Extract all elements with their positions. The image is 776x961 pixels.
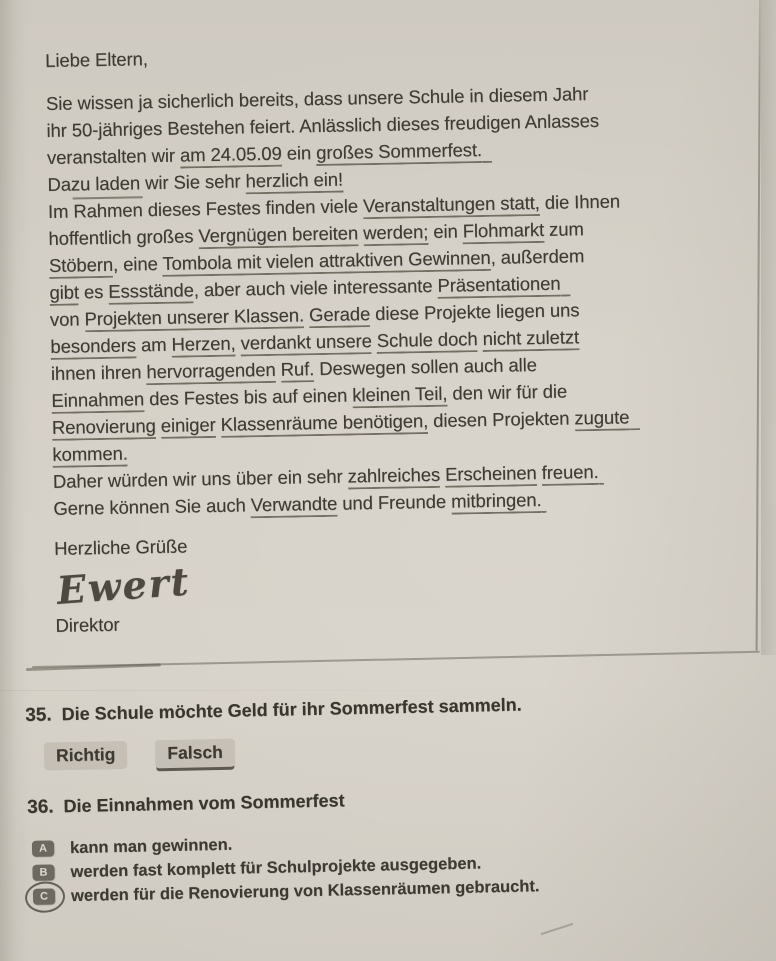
answer-option-falsch[interactable]: Falsch <box>155 739 235 769</box>
letter-segment-underlined: hervorragenden <box>146 359 276 385</box>
option-letter-badge-wrap <box>32 840 56 856</box>
answer-option-richtig[interactable]: Richtig <box>44 741 128 771</box>
letter-segment: ihr 50-jähriges Bestehen feiert. Anlässlich dieses freudigen Anlasses <box>46 109 600 141</box>
letter-segment-underlined: Herzen, <box>171 333 236 358</box>
question-36-text: Die Einnahmen vom Sommerfest <box>63 790 345 817</box>
letter-segment: , eine <box>112 252 163 275</box>
questions-section <box>25 690 759 909</box>
letter-segment-underlined <box>541 489 546 513</box>
question-36 <box>27 782 757 819</box>
letter-segment-underlined: Essstände <box>108 279 194 305</box>
letter-segment: des Festes bis auf einen <box>143 384 353 410</box>
letter-segment: ihnen ihren <box>50 361 147 384</box>
letter-segment-underlined: Präsentationen <box>437 273 560 299</box>
letter-segment-underlined: Klassenräume benötigen, <box>220 410 428 438</box>
letter-segment-underlined: besonders <box>50 334 136 360</box>
question-35 <box>25 690 755 727</box>
letter-segment-underlined: Tombola mit vielen attraktiven Gewinnen <box>162 247 491 277</box>
letter-segment: dieses Festes finden viele <box>142 195 364 221</box>
letter-segment: Daher würden wir uns über ein sehr <box>52 465 348 492</box>
question-36-number: 36. <box>26 796 54 818</box>
letter-segment-underlined: werden; <box>363 221 429 246</box>
letter-segment: zum <box>543 218 584 240</box>
letter-segment-underlined <box>482 139 493 163</box>
letter-segment-underlined: Renovierung <box>52 415 156 441</box>
letter-segment-underlined: Veranstaltungen statt, <box>363 192 540 219</box>
letter-segment-underlined <box>598 461 603 485</box>
option-letter-badge: B <box>32 864 54 880</box>
letter-segment: Dazu laden wir Sie sehr <box>47 170 246 195</box>
question-35-number: 35. <box>25 704 52 726</box>
letter-segment-underlined: Gerade <box>309 303 371 328</box>
letter-segment: von <box>49 308 85 330</box>
letter-segment: es <box>78 280 109 303</box>
letter-segment-underlined: einiger <box>161 414 216 439</box>
pen-circle-mark <box>24 880 67 914</box>
letter-segment: hoffentlich großes <box>48 225 199 249</box>
letter-segment-underlined: gibt <box>49 281 79 306</box>
letter-segment: Sie wissen ja sicherlich bereits, dass unsere Schule in diesem Jahr <box>45 83 589 114</box>
letter-paragraph <box>46 77 744 522</box>
letter-segment-underlined: Ruf. <box>280 358 314 383</box>
letter-segment: diesen Projekten <box>427 407 575 432</box>
letter-segment: ein <box>428 220 463 243</box>
letter-segment: Im <box>47 200 74 222</box>
letter-segment: Gerne können Sie auch <box>53 494 251 519</box>
question-36-options <box>32 822 759 909</box>
letter-segment-underlined: freuen. <box>541 461 598 486</box>
paper-crease <box>0 690 776 691</box>
letter-segment-underlined: kommen. <box>52 443 128 468</box>
letter-segment-overlined: Rahmen <box>73 196 143 221</box>
option-letter-badge-wrap <box>32 864 56 880</box>
letter-segment-underlined <box>629 406 640 430</box>
letter-segment-underlined: Vergnügen bereiten <box>198 222 358 249</box>
page-edge-shade <box>761 0 776 655</box>
letter-segment-underlined: Einnahmen <box>51 388 144 414</box>
letter-segment-underlined: zahlreiches <box>347 464 440 490</box>
letter-segment-underlined: kleinen Teil, <box>352 383 447 409</box>
letter-segment-underlined: verdankt unsere <box>240 330 372 356</box>
letter-segment: , außerdem <box>490 245 585 268</box>
option-text: kann man gewinnen. <box>69 835 233 857</box>
option-letter-badge-wrap <box>33 888 57 904</box>
letter-segment: am <box>135 333 172 356</box>
letter-segment: die Ihnen <box>539 190 621 213</box>
letter-segment-underlined: nicht zuletzt <box>482 326 579 352</box>
letter-segment-underlined: zugute <box>574 406 629 431</box>
letter-segment-underlined: Schule doch <box>377 328 478 354</box>
option-text: werden fast komplett für Schulprojekte ausgegeben. <box>70 853 482 881</box>
option-letter-badge: A <box>32 840 54 856</box>
letter-segment: Deswegen sollen auch alle <box>313 354 537 380</box>
letter-segment-underlined <box>560 272 571 296</box>
letter-segment-underlined: Flohmarkt <box>463 219 545 244</box>
letter-segment-underlined: Projekten unserer Klassen. <box>84 304 304 332</box>
letter-segment-underlined: großes Sommerfest. <box>316 139 482 166</box>
letter-segment: den wir für die <box>447 380 568 404</box>
letter-segment-underlined: mitbringen. <box>451 489 542 515</box>
question-35-text: Die Schule möchte Geld für ihr Sommerfest sammeln. <box>61 694 522 725</box>
letter-body <box>45 37 746 637</box>
letter-segment: und Freunde <box>337 490 452 514</box>
signature-role: Direktor <box>55 613 120 636</box>
letter-segment-underlined: herzlich ein! <box>245 169 343 195</box>
pen-stray-mark <box>541 923 574 935</box>
letter-segment-underlined: Erscheinen <box>445 462 537 488</box>
letter-segment: , aber auch viele interessante <box>193 274 438 301</box>
letter-closing: Herzliche Grüße <box>53 535 188 559</box>
signature-handwriting: Ewert <box>55 558 192 613</box>
letter-segment-underlined: Verwandte <box>251 493 338 519</box>
letter-greeting: Liebe Eltern, <box>45 48 148 71</box>
option-text: werden für die Renovierung von Klassenräumen gebraucht. <box>70 876 540 905</box>
option-letter-badge: C <box>33 888 55 904</box>
question-35-options <box>44 728 756 771</box>
letter-segment-underlined: am 24.05.09 <box>180 143 282 169</box>
letter-segment-underlined: Stöbern <box>49 254 114 279</box>
letter-segment: veranstalten wir <box>46 144 181 168</box>
letter-segment: diese Projekte liegen uns <box>369 299 580 325</box>
letter-segment: ein <box>281 142 317 164</box>
